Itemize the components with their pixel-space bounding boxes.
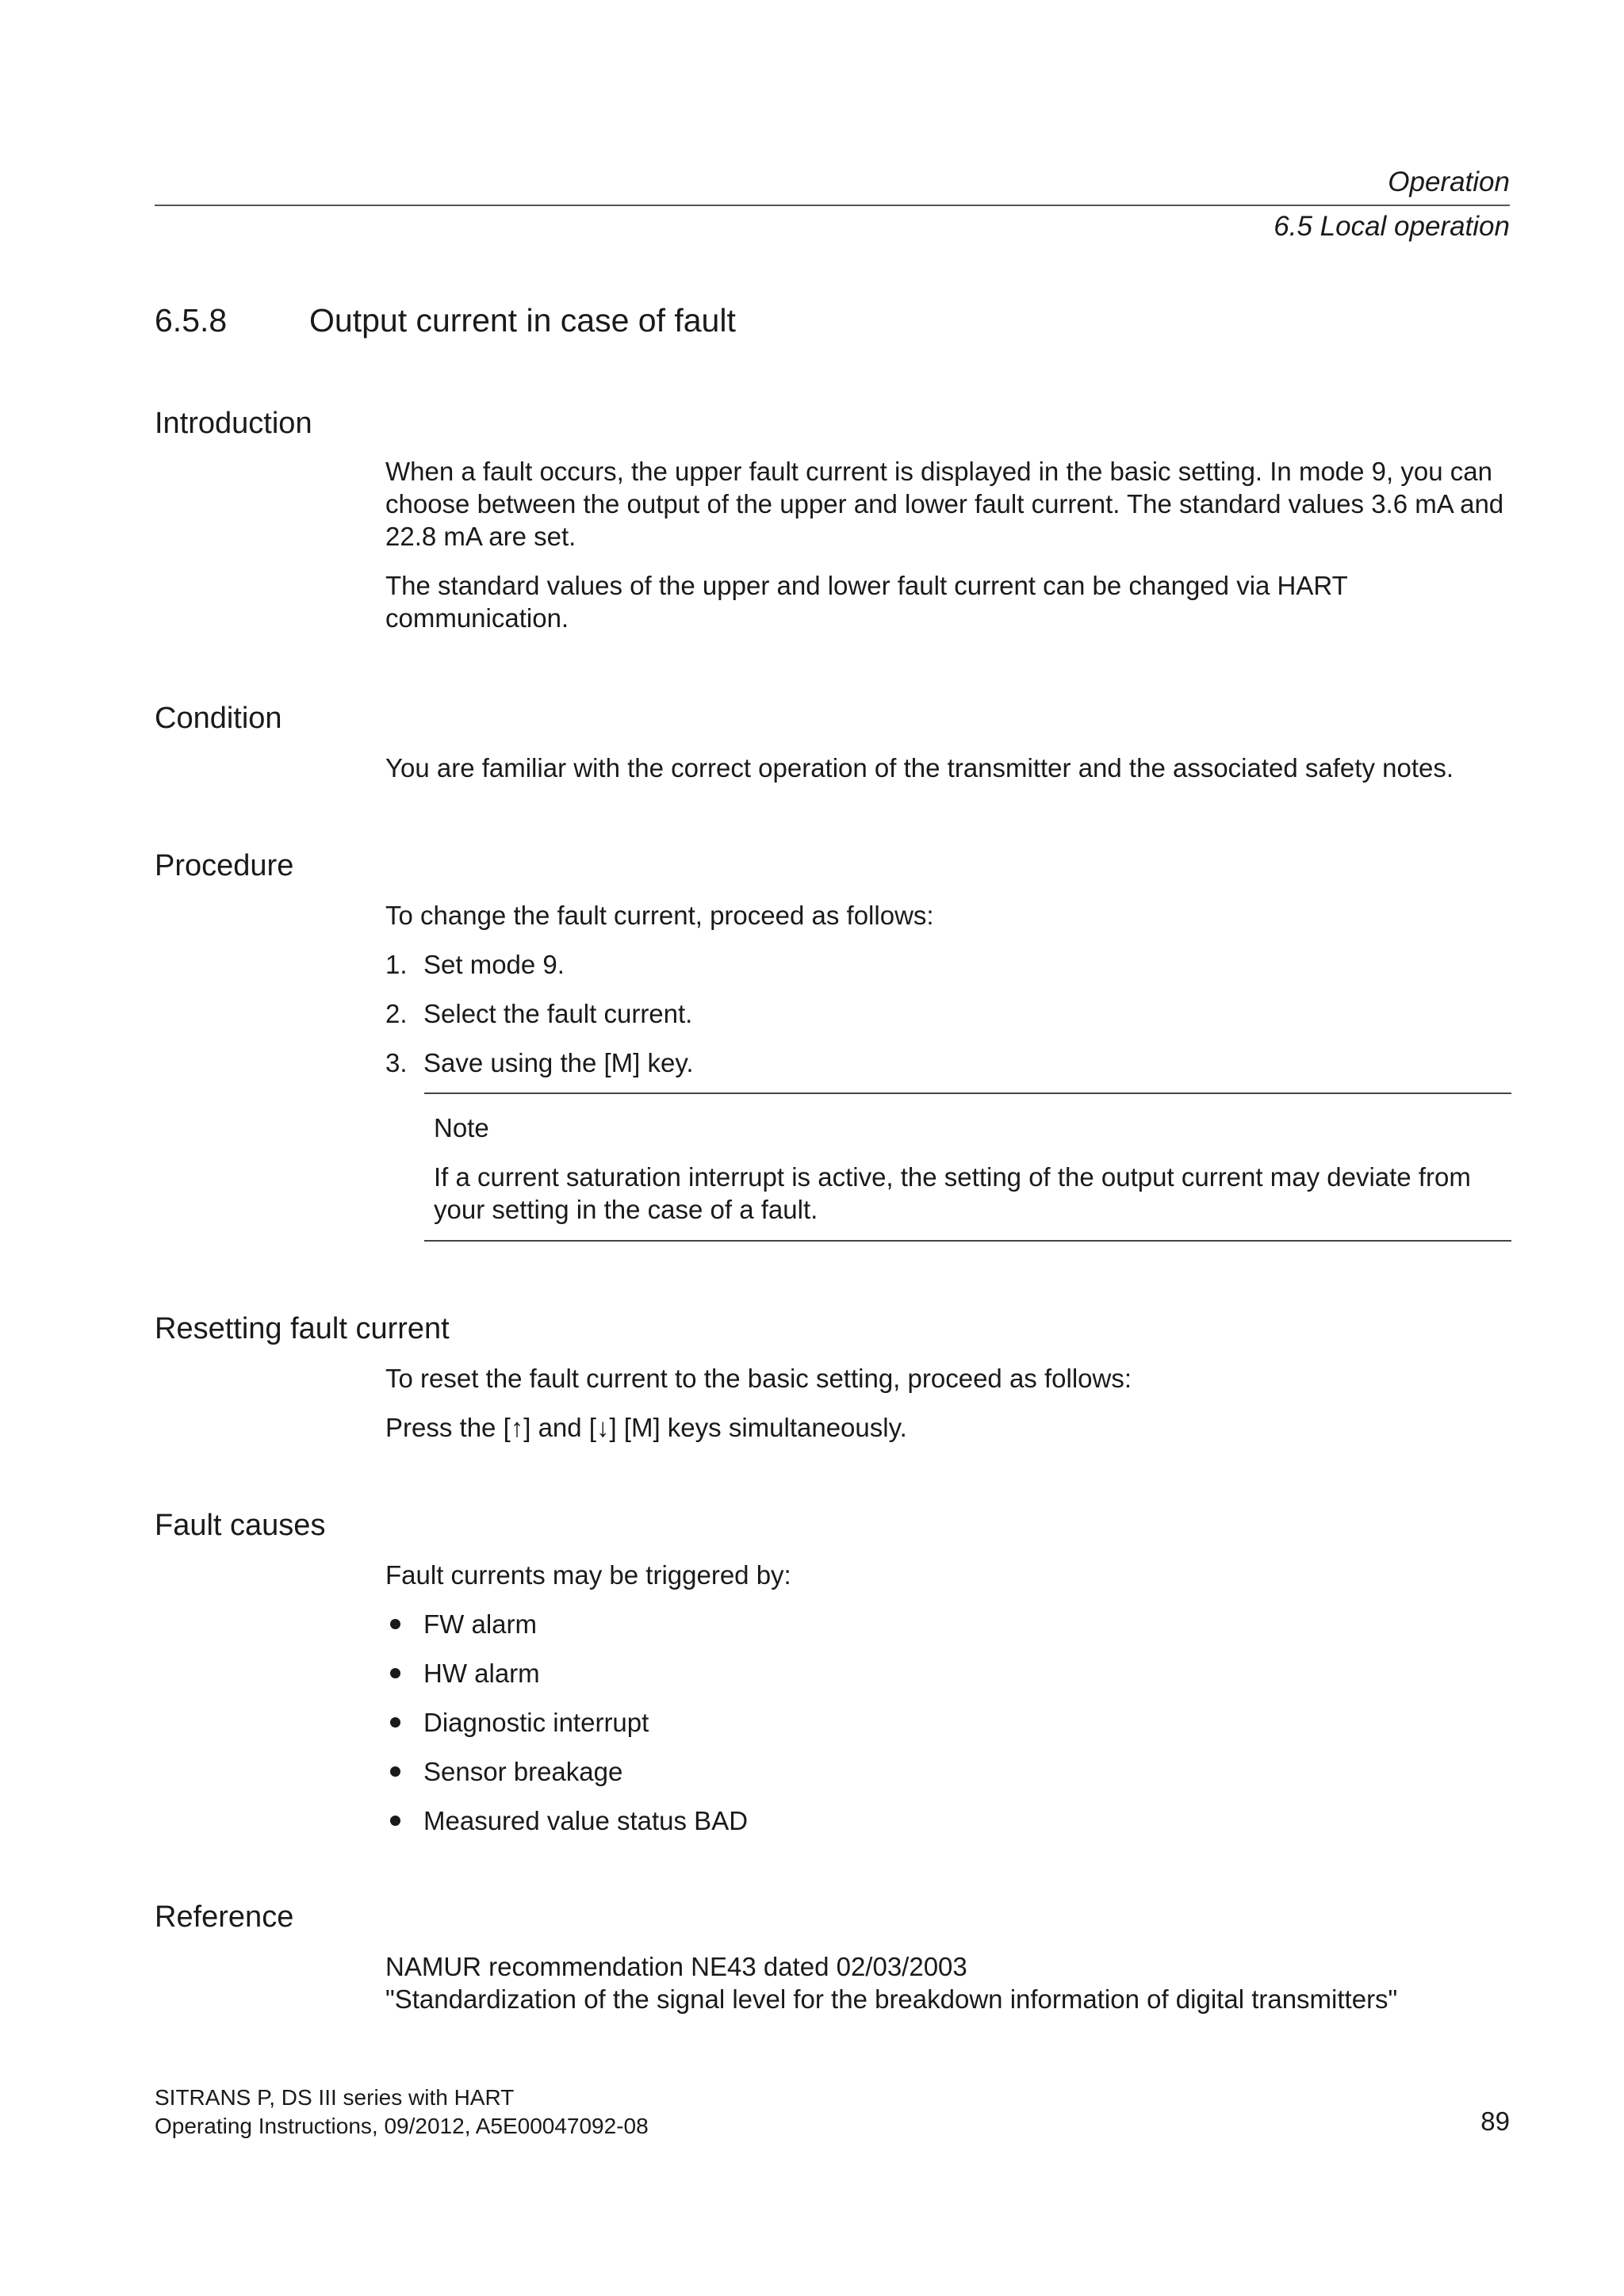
reference-line: NAMUR recommendation NE43 dated 02/03/2003 xyxy=(385,1952,967,1981)
note-box xyxy=(424,1093,1511,1242)
list-item-text: Diagnostic interrupt xyxy=(423,1708,649,1737)
heading-condition: Condition xyxy=(155,702,282,735)
procedure-intro: To change the fault current, proceed as follows: xyxy=(385,901,934,930)
introduction-paragraph: When a fault occurs, the upper fault current is displayed in the basic setting. In mode 9, you can choose between the output of the upper and lower fault current. The standard values 3.6 mA and 22.8 mA are set. xyxy=(385,457,1504,551)
list-item xyxy=(385,1608,1511,1640)
introduction-body xyxy=(385,455,1511,651)
heading-fault-causes: Fault causes xyxy=(155,1509,326,1542)
list-item-text: HW alarm xyxy=(423,1659,540,1688)
reference-line: "Standardization of the signal level for the breakdown information of digital transmitters" xyxy=(385,1984,1398,2014)
condition-body xyxy=(385,752,1511,801)
condition-text: You are familiar with the correct operation of the transmitter and the associated safety notes. xyxy=(385,753,1454,783)
bullet-icon xyxy=(390,1816,400,1826)
running-header-section: 6.5 Local operation xyxy=(1274,211,1510,242)
procedure-steps xyxy=(385,948,1511,1079)
list-item xyxy=(385,1804,1511,1837)
list-item xyxy=(385,948,1511,981)
resetting-text: Press the [↑] and [↓] [M] keys simultaneously. xyxy=(385,1413,907,1442)
procedure-body xyxy=(385,899,1511,1096)
list-item xyxy=(385,997,1511,1030)
list-item xyxy=(385,1706,1511,1739)
resetting-intro: To reset the fault current to the basic setting, proceed as follows: xyxy=(385,1364,1132,1393)
resetting-body xyxy=(385,1362,1511,1460)
note-text: If a current saturation interrupt is active, the setting of the output current may deviate from your setting in the case of a fault. xyxy=(434,1162,1471,1224)
bullet-icon xyxy=(390,1717,400,1728)
introduction-paragraph: The standard values of the upper and lower fault current can be changed via HART communication. xyxy=(385,571,1348,633)
bullet-icon xyxy=(390,1668,400,1678)
bullet-icon xyxy=(390,1766,400,1777)
list-item xyxy=(385,1755,1511,1788)
heading-resetting-fault-current: Resetting fault current xyxy=(155,1312,450,1345)
list-item-text: FW alarm xyxy=(423,1609,537,1639)
list-item-text: Sensor breakage xyxy=(423,1757,623,1786)
footer-product: SITRANS P, DS III series with HART xyxy=(155,2085,515,2110)
section-number: 6.5.8 xyxy=(155,302,228,339)
header-rule xyxy=(155,205,1510,206)
heading-procedure: Procedure xyxy=(155,849,294,882)
fault-causes-list xyxy=(385,1608,1511,1837)
running-header-chapter: Operation xyxy=(1388,166,1510,197)
step-text: Set mode 9. xyxy=(423,950,565,979)
step-text: Select the fault current. xyxy=(423,999,693,1028)
section-title-text: Output current in case of fault xyxy=(309,302,736,339)
list-item xyxy=(385,1657,1511,1689)
reference-body xyxy=(385,1950,1511,2015)
footer-document-info: Operating Instructions, 09/2012, A5E00047092-08 xyxy=(155,2114,649,2138)
heading-introduction: Introduction xyxy=(155,407,312,440)
heading-reference: Reference xyxy=(155,1900,294,1934)
list-item-text: Measured value status BAD xyxy=(423,1806,749,1835)
fault-causes-intro: Fault currents may be triggered by: xyxy=(385,1560,791,1590)
step-number: 1. xyxy=(385,950,408,979)
step-text: Save using the [M] key. xyxy=(423,1048,694,1077)
fault-causes-body xyxy=(385,1559,1511,1854)
note-title: Note xyxy=(434,1113,489,1142)
page-number: 89 xyxy=(1480,2107,1510,2136)
page-footer xyxy=(155,2084,649,2141)
bullet-icon xyxy=(390,1619,400,1629)
step-number: 3. xyxy=(385,1048,408,1077)
list-item xyxy=(385,1047,1511,1079)
step-number: 2. xyxy=(385,999,408,1028)
